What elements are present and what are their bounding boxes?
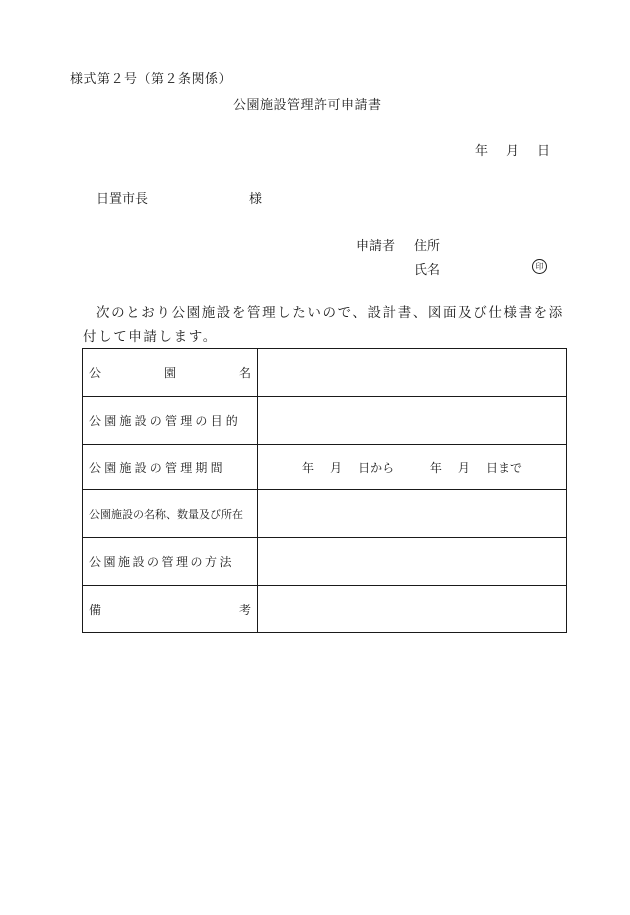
label-remarks — [83, 586, 258, 633]
table-row-remarks — [83, 586, 567, 633]
label-char: 園 — [163, 366, 176, 380]
period-start-month: 月 — [330, 460, 343, 475]
date-month: 月 — [506, 144, 520, 159]
period-end-year: 年 — [429, 460, 442, 475]
name-label: 氏名 — [414, 263, 441, 278]
addressee-honorific: 様 — [249, 192, 263, 207]
label-char: 備 — [89, 602, 102, 617]
period-start-day: 日から — [358, 460, 395, 475]
statement-line-1: 次のとおり公園施設を管理したいので、設計書、図面及び仕様書を添 — [96, 305, 564, 321]
value-purpose[interactable] — [258, 397, 567, 445]
label-facility-details: 公園施設の名称、数量及び所在 — [83, 490, 258, 538]
label-char: 考 — [238, 602, 251, 617]
table-row-park-name — [83, 349, 567, 397]
statement-line-2: 付して申請します。 — [83, 329, 218, 345]
period-end-month: 月 — [457, 460, 470, 475]
seal-mark: 印 — [532, 259, 547, 274]
table-row-method — [83, 538, 567, 586]
value-facility-details[interactable] — [258, 490, 567, 538]
label-park-name — [83, 349, 258, 397]
form-number: 様式第２号（第２条関係） — [70, 72, 233, 87]
period-end-day: 日まで — [485, 460, 522, 475]
value-method[interactable] — [258, 538, 567, 586]
table-row-facility-details — [83, 490, 567, 538]
address-label: 住所 — [414, 239, 441, 254]
document-title: 公園施設管理許可申請書 — [233, 98, 382, 113]
table-row-period — [83, 445, 567, 490]
date-line — [475, 140, 550, 159]
value-period[interactable] — [258, 445, 567, 490]
value-park-name[interactable] — [258, 349, 567, 397]
label-period: 公園施設の管理期間 — [83, 445, 258, 490]
application-form-table — [82, 348, 567, 633]
label-method: 公園施設の管理の方法 — [83, 538, 258, 586]
period-start-year: 年 — [302, 460, 315, 475]
addressee-name: 日置市長 — [96, 192, 149, 207]
date-day: 日 — [537, 144, 551, 159]
label-purpose: 公園施設の管理の目的 — [83, 397, 258, 445]
date-year: 年 — [475, 144, 489, 159]
application-statement — [83, 301, 569, 349]
label-char: 名 — [238, 366, 251, 380]
applicant-label: 申請者 — [356, 239, 396, 254]
label-char: 公 — [89, 366, 102, 380]
table-row-purpose — [83, 397, 567, 445]
value-remarks[interactable] — [258, 586, 567, 633]
